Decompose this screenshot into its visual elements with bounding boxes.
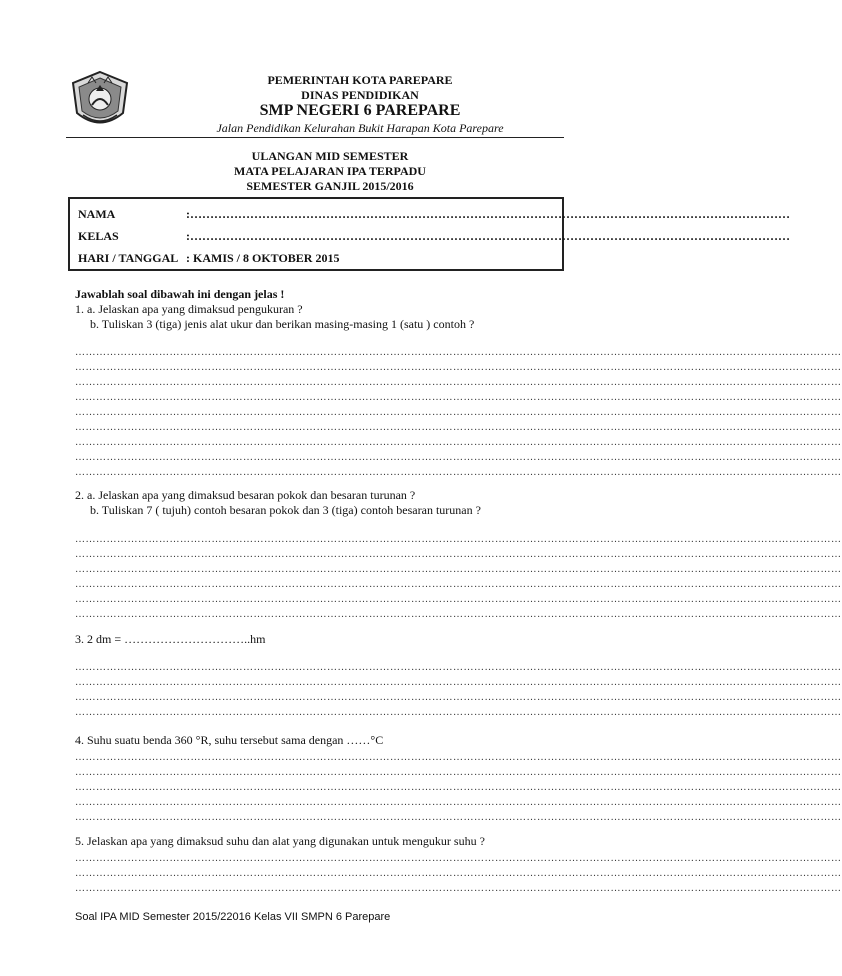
answer-line[interactable]: ………………………………………………………………………………………………………………………………………………………………………………………………… (75, 407, 842, 418)
answer-line[interactable]: ………………………………………………………………………………………………………………………………………………………………………………………………… (75, 883, 842, 894)
exam-semester: SEMESTER GANJIL 2015/2016 (246, 179, 414, 193)
answer-line[interactable]: ………………………………………………………………………………………………………………………………………………………………………………………………… (75, 609, 842, 620)
student-class-field[interactable]: :…………………………………………………………………………………………………………………………………… (186, 229, 790, 243)
header-divider (66, 137, 564, 138)
student-class-label: KELAS (78, 229, 119, 243)
answer-line[interactable]: ………………………………………………………………………………………………………………………………………………………………………………………………… (75, 782, 842, 793)
student-date-label: HARI / TANGGAL (78, 251, 179, 265)
student-date-row (78, 251, 339, 266)
question-3: 3. 2 dm = …………………………..hm (75, 632, 266, 646)
answer-line[interactable]: ………………………………………………………………………………………………………………………………………………………………………………………………… (75, 452, 842, 463)
answer-line[interactable]: ………………………………………………………………………………………………………………………………………………………………………………………………… (75, 467, 842, 478)
answer-line[interactable]: ………………………………………………………………………………………………………………………………………………………………………………………………… (75, 868, 842, 879)
student-name-row (78, 207, 790, 222)
exam-title: ULANGAN MID SEMESTER (251, 149, 409, 163)
answer-line[interactable]: ………………………………………………………………………………………………………………………………………………………………………………………………… (75, 437, 842, 448)
question-2b: b. Tuliskan 7 ( tujuh) contoh besaran pokok dan 3 (tiga) contoh besaran turunan ? (90, 503, 481, 517)
header-address: Jalan Pendidikan Kelurahan Bukit Harapan Kota Parepare (216, 121, 504, 135)
student-date-value: : KAMIS / 8 OKTOBER 2015 (186, 251, 340, 265)
student-class-row (78, 229, 790, 244)
answer-line[interactable]: ………………………………………………………………………………………………………………………………………………………………………………………………… (75, 767, 842, 778)
answer-line[interactable]: ………………………………………………………………………………………………………………………………………………………………………………………………… (75, 347, 842, 358)
question-1a: 1. a. Jelaskan apa yang dimaksud pengukuran ? (75, 302, 303, 316)
student-name-field[interactable]: :…………………………………………………………………………………………………………………………………… (186, 207, 790, 221)
answer-line[interactable]: ………………………………………………………………………………………………………………………………………………………………………………………………… (75, 692, 842, 703)
answer-line[interactable]: ………………………………………………………………………………………………………………………………………………………………………………………………… (75, 422, 842, 433)
answer-line[interactable]: ………………………………………………………………………………………………………………………………………………………………………………………………… (75, 549, 842, 560)
answer-line[interactable]: ………………………………………………………………………………………………………………………………………………………………………………………………… (75, 812, 842, 823)
answer-line[interactable]: ………………………………………………………………………………………………………………………………………………………………………………………………… (75, 594, 842, 605)
answer-line[interactable]: ………………………………………………………………………………………………………………………………………………………………………………………………… (75, 534, 842, 545)
answer-line[interactable]: ………………………………………………………………………………………………………………………………………………………………………………………………… (75, 377, 842, 388)
answer-line[interactable]: ………………………………………………………………………………………………………………………………………………………………………………………………… (75, 579, 842, 590)
header-school-name: SMP NEGERI 6 PAREPARE (259, 102, 461, 119)
page-footer: Soal IPA MID Semester 2015/22016 Kelas VII SMPN 6 Parepare (75, 911, 391, 923)
answer-line[interactable]: ………………………………………………………………………………………………………………………………………………………………………………………………… (75, 564, 842, 575)
header-department: DINAS PENDIDIKAN (301, 88, 419, 102)
answer-line[interactable]: ………………………………………………………………………………………………………………………………………………………………………………………………… (75, 797, 842, 808)
question-2a: 2. a. Jelaskan apa yang dimaksud besaran pokok dan besaran turunan ? (75, 488, 416, 502)
answer-line[interactable]: ………………………………………………………………………………………………………………………………………………………………………………………………… (75, 392, 842, 403)
instructions: Jawablah soal dibawah ini dengan jelas ! (75, 287, 285, 301)
answer-line[interactable]: ………………………………………………………………………………………………………………………………………………………………………………………………… (75, 362, 842, 373)
answer-line[interactable]: ………………………………………………………………………………………………………………………………………………………………………………………………… (75, 677, 842, 688)
header-government: PEMERINTAH KOTA PAREPARE (267, 73, 453, 87)
answer-line[interactable]: ………………………………………………………………………………………………………………………………………………………………………………………………… (75, 853, 842, 864)
question-4: 4. Suhu suatu benda 360 °R, suhu tersebut sama dengan ……°C (75, 733, 384, 747)
question-5: 5. Jelaskan apa yang dimaksud suhu dan alat yang digunakan untuk mengukur suhu ? (75, 834, 485, 848)
answer-line[interactable]: ………………………………………………………………………………………………………………………………………………………………………………………………… (75, 752, 842, 763)
answer-line[interactable]: ………………………………………………………………………………………………………………………………………………………………………………………………… (75, 707, 842, 718)
student-name-label: NAMA (78, 207, 116, 221)
exam-subject: MATA PELAJARAN IPA TERPADU (234, 164, 426, 178)
city-emblem-icon (68, 69, 132, 133)
question-1b: b. Tuliskan 3 (tiga) jenis alat ukur dan berikan masing-masing 1 (satu ) contoh ? (90, 317, 475, 331)
answer-line[interactable]: ………………………………………………………………………………………………………………………………………………………………………………………………… (75, 662, 842, 673)
